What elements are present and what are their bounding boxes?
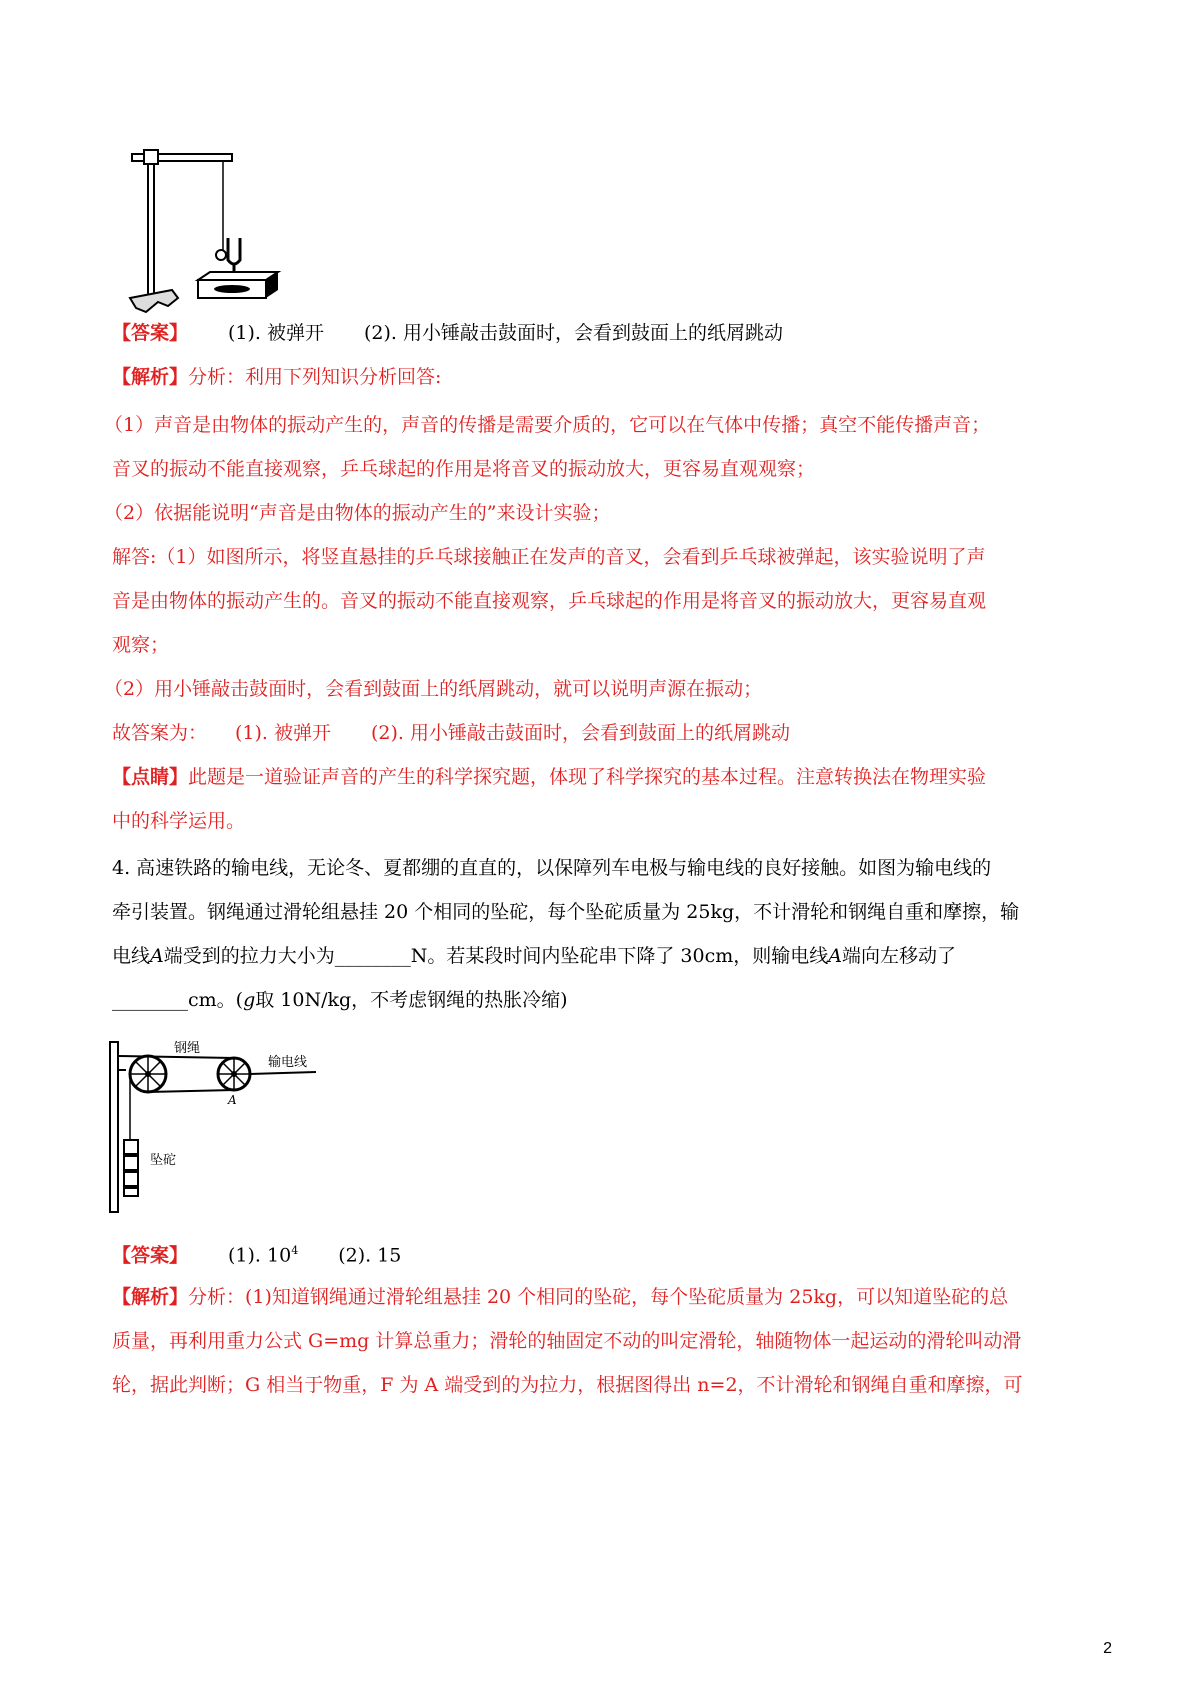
q4-line3-part-b: 端受到的拉力大小为________N。若某段时间内坠砣串下降了 30cm，则输电线 [163, 945, 829, 967]
q4-point-a: A [150, 945, 164, 967]
q4-analysis-line-3: 轮，据此判断；G 相当于物重，F 为 A 端受到的为拉力，根据图得出 n=2，不计滑轮和钢绳自重和摩擦，可 [112, 1374, 1023, 1396]
label-point-a: A [228, 1093, 237, 1107]
q3-solution-line-1: 解答:（1）如图所示，将竖直悬挂的乒乓球接触正在发声的音叉，会看到乒乓球被弹起，该实验说明了声 [112, 546, 986, 568]
final-part-2: (2). 用小锤敲击鼓面时，会看到鼓面上的纸屑跳动 [371, 722, 791, 744]
final-part-1: (1). 被弹开 [235, 722, 332, 744]
answer-tag: 【答案】 [112, 322, 189, 344]
comment-text: 此题是一道验证声音的产生的科学探究题，体现了科学探究的基本过程。注意转换法在物理实验 [188, 766, 987, 788]
q3-solution-line-3: 观察； [112, 634, 170, 656]
q4-question-line-1: 4. 高速铁路的输电线，无论冬、夏都绷的直直的，以保障列车电极与输电线的良好接触。如图为输电线的 [112, 857, 992, 879]
page-number: 2 [1103, 1640, 1112, 1657]
q4-answer-tag: 【答案】 [112, 1244, 189, 1267]
q4-line4-part-a: ________cm。( [112, 989, 244, 1011]
q4-point-a-2: A [828, 945, 842, 967]
q4-question-line-4 [112, 987, 568, 1013]
q4-line3-part-a: 电线 [112, 945, 151, 967]
q4-line4-part-b: 取 10N/kg，不考虑钢绳的热胀冷缩) [255, 989, 568, 1011]
q3-analysis-line-2: 音叉的振动不能直接观察，乒乓球起的作用是将音叉的振动放大，更容易直观观察； [112, 458, 816, 480]
q4-analysis-line-1 [112, 1284, 1008, 1310]
q3-analysis-intro [112, 364, 441, 390]
q4-question-line-3 [112, 943, 956, 969]
q4-g-symbol: g [243, 989, 256, 1011]
tuning-fork-figure [128, 140, 308, 325]
q3-analysis-line-3: （2）依据能说明“声音是由物体的振动产生的”来设计实验； [104, 502, 611, 524]
tuning-fork-diagram [128, 140, 308, 325]
analysis-tag: 【解析】 [112, 366, 189, 388]
q4-analysis-text-1: 分析：(1)知道钢绳通过滑轮组悬挂 20 个相同的坠砣，每个坠砣质量为 25kg，可以知道坠砣的总 [188, 1286, 1009, 1308]
q3-solution-line-4: （2）用小锤敲击鼓面时，会看到鼓面上的纸屑跳动，就可以说明声源在振动； [104, 678, 763, 700]
answer-part-2: (2). 用小锤敲击鼓面时，会看到鼓面上的纸屑跳动 [364, 322, 784, 344]
q3-solution-line-2: 音是由物体的振动产生的。音叉的振动不能直接观察，乒乓球起的作用是将音叉的振动放大，更容易直观 [112, 590, 987, 612]
q4-line3-part-c: 端向左移动了 [842, 945, 957, 967]
q4-analysis-line-2: 质量，再利用重力公式 G=mg 计算总重力；滑轮的轴固定不动的叫定滑轮，轴随物体一起运动的滑轮叫动滑 [112, 1330, 1022, 1352]
q3-final-answer [112, 720, 790, 746]
q4-answer-exponent: 4 [291, 1244, 299, 1257]
q3-analysis-line-1: （1）声音是由物体的振动产生的，声音的传播是需要介质的，它可以在气体中传播；真空不能传播声音； [104, 414, 991, 436]
q3-comment-line-1 [112, 764, 986, 790]
label-weights: 坠砣 [150, 1153, 177, 1168]
q4-answer-part-2: (2). 15 [338, 1244, 402, 1267]
label-wire: 输电线 [268, 1055, 308, 1070]
answer-part-1: (1). 被弹开 [228, 322, 325, 344]
q4-analysis-tag: 【解析】 [112, 1286, 189, 1308]
comment-tag: 【点睛】 [112, 766, 189, 788]
pulley-diagram [106, 1040, 336, 1215]
q3-answer-line [112, 320, 783, 346]
q4-answer-line [112, 1238, 401, 1268]
final-prefix: 故答案为： [112, 722, 208, 744]
q4-question-line-2: 牵引装置。钢绳通过滑轮组悬挂 20 个相同的坠砣，每个坠砣质量为 25kg，不计滑轮和钢绳自重和摩擦，输 [112, 901, 1020, 923]
analysis-intro-text: 分析：利用下列知识分析回答: [188, 366, 442, 388]
q3-comment-line-2: 中的科学运用。 [112, 810, 246, 832]
label-rope: 钢绳 [174, 1041, 201, 1056]
q4-answer-part-1: (1). 10 [228, 1244, 292, 1267]
pulley-figure [106, 1040, 336, 1215]
